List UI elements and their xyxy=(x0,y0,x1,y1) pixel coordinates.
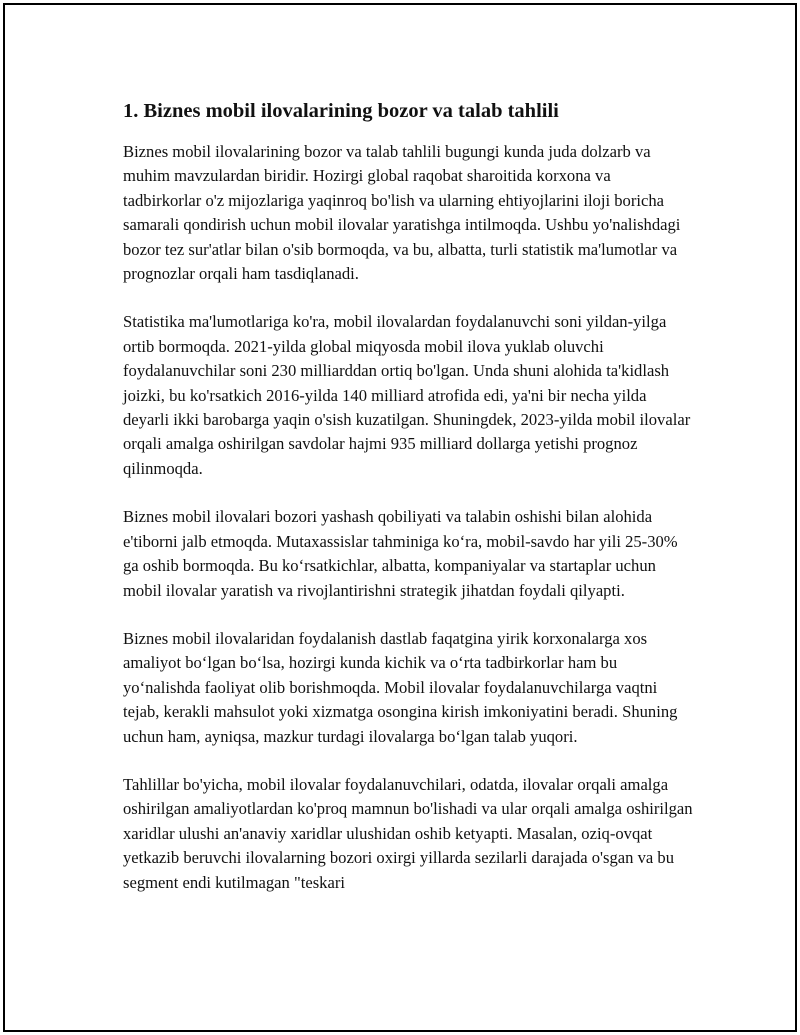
paragraph-1: Biznes mobil ilovalarining bozor va talab tahlili bugungi kunda juda dolzarb va muhim mavzulardan biridir. Hozirgi global raqobat sharoitida korxona va tadbirkorlar o'z mijozlariga yaqinroq bo'lish va ularning ehtiyojlarini iloji boricha samarali qondirish uchun mobil ilovalar yaratishga intilmoqda. Ushbu yo'nalishdagi bozor tez sur'atlar bilan o'sib bormoqda, va bu, albatta, turli statistik ma'lumotlar va prognozlar orqali ham tasdiqlanadi. xyxy=(123,142,681,284)
paragraph-4: Biznes mobil ilovalaridan foydalanish dastlab faqatgina yirik korxonalarga xos amaliyot boʻlgan boʻlsa, hozirgi kunda kichik va oʻrta tadbirkorlar ham bu yoʻnalishda faoliyat olib borishmoqda. Mobil ilovalar foydalanuvchilarga vaqtni tejab, kerakli mahsulot yoki xizmatga osongina kirish imkoniyatini beradi. Shuning uchun ham, ayniqsa, mazkur turdagi ilovalarga boʻlgan talab yuqori. xyxy=(123,628,678,746)
section-heading: 1. Biznes mobil ilovalarining bozor va talab tahlili xyxy=(123,100,559,122)
paragraph-2: Statistika ma'lumotlariga ko'ra, mobil ilovalardan foydalanuvchi soni yildan-yilga ortib bormoqda. 2021-yilda global miqyosda mobil ilova yuklab oluvchi foydalanuvchilar soni 230 milliarddan ortiq bo'lgan. Unda shuni alohida ta'kidlash joizki, bu ko'rsatkich 2016-yilda 140 milliard atrofida edi, ya'ni bir necha yilda deyarli ikki barobarga yaqin o'sish kuzatilgan. Shuningdek, 2023-yilda mobil ilovalar orqali amalga oshirilgan savdolar hajmi 935 milliard dollarga yetishi prognoz qilinmoqda. xyxy=(123,312,691,478)
paragraph-3: Biznes mobil ilovalari bozori yashash qobiliyati va talabin oshishi bilan alohida e'tiborni jalb etmoqda. Mutaxassislar tahminiga koʻra, mobil-savdo har yili 25-30% ga oshib bormoqda. Bu koʻrsatkichlar, albatta, kompaniyalar va startaplar uchun mobil ilovalar yaratish va rivojlantirishni strategik jihatdan foydali qilyapti. xyxy=(123,507,678,600)
document-body xyxy=(123,97,693,919)
page-frame xyxy=(3,3,797,1032)
paragraph-5: Tahlillar bo'yicha, mobil ilovalar foydalanuvchilari, odatda, ilovalar orqali amalga oshirilgan amaliyotlardan ko'proq mamnun bo'lishadi va ular orqali amalga oshirilgan xaridlar ulushi an'anaviy xaridlar ulushidan oshib ketyapti. Masalan, oziq-ovqat yetkazib beruvchi ilovalarning bozori oxirgi yillarda sezilarli darajada o'sgan va bu segment endi kutilmagan "teskari xyxy=(123,774,693,892)
